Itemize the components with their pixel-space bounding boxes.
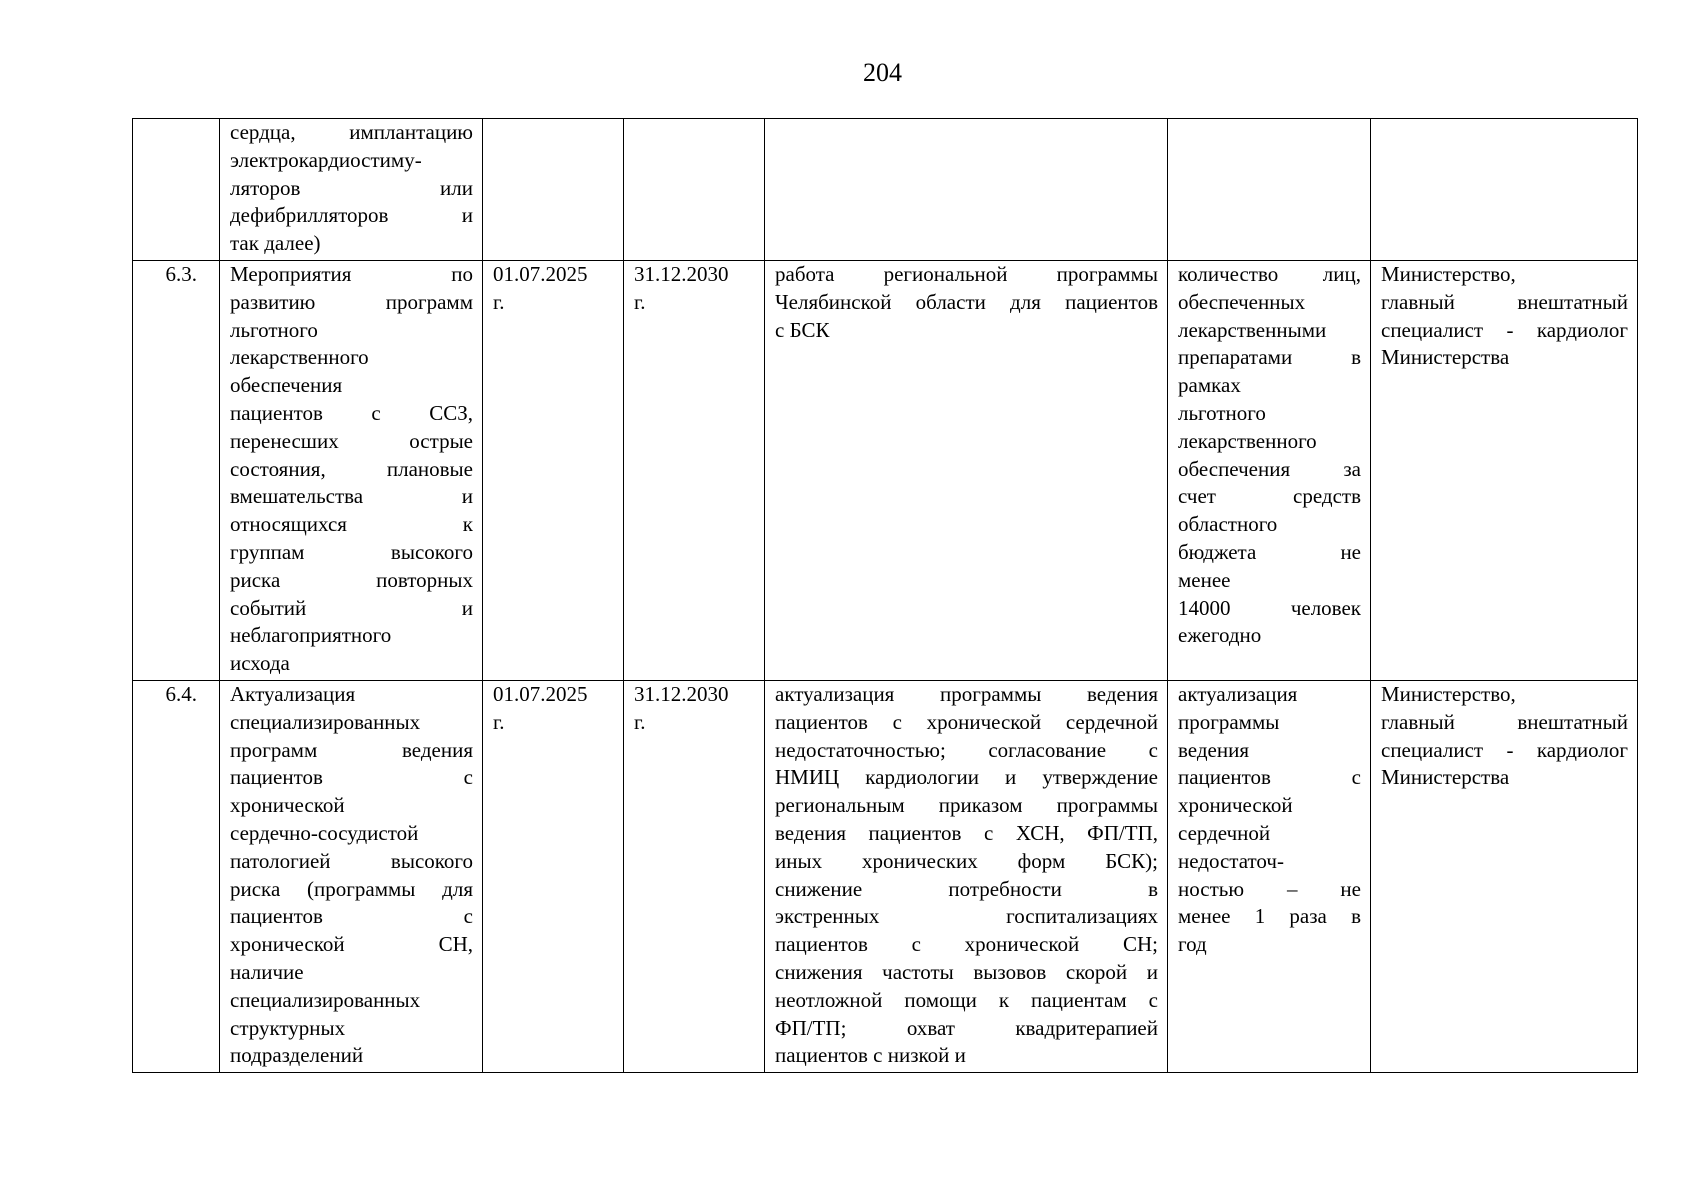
cell-line: событий и [230, 595, 473, 620]
cell-result [765, 261, 1168, 681]
cell-end-date [624, 119, 765, 261]
cell-line: ведения [1178, 737, 1249, 762]
cell-line: относящихся к [230, 512, 473, 537]
cell-number-text: 6.3. [165, 262, 197, 286]
cell-line: патологией высокого [230, 848, 473, 873]
cell-line: Мероприятия по [230, 262, 473, 286]
cell-end-date [624, 681, 765, 1073]
cell-line: специализированных [230, 987, 421, 1012]
page-number: 204 [863, 58, 902, 87]
cell-line: лекарственными [1178, 317, 1327, 342]
cell-line: актуализация [1178, 682, 1298, 706]
cell-line: перенесших острые [230, 428, 473, 453]
cell-line: структурных [230, 1015, 346, 1040]
cell-line: рамках [1178, 373, 1241, 398]
cell-indicator [1168, 261, 1371, 681]
cell-line: программ ведения [230, 737, 473, 762]
cell-line: льготного [1178, 400, 1266, 425]
cell-line: недостаточностью; согласование с [775, 737, 1158, 762]
table-row [133, 261, 1638, 681]
cell-line: главный внештатный [1381, 289, 1628, 314]
cell-line: Актуализация [230, 682, 356, 706]
cell-line: развитию программ [230, 289, 473, 314]
table-row [133, 119, 1638, 261]
cell-line: специалист - кардиолог [1381, 317, 1628, 342]
cell-line: неотложной помощи к пациентам с [775, 987, 1158, 1012]
cell-line: главный внештатный [1381, 709, 1628, 734]
cell-indicator [1168, 681, 1371, 1073]
cell-end-date [624, 261, 765, 681]
cell-line: хронической СН, [230, 932, 473, 957]
cell-indicator [1168, 119, 1371, 261]
cell-event [220, 119, 483, 261]
cell-line: Челябинской области для пациентов [775, 289, 1158, 314]
cell-line: Министерство, [1381, 262, 1516, 286]
cell-line: сердца, имплантацию [230, 120, 473, 144]
cell-start-date [483, 681, 624, 1073]
cell-result [765, 681, 1168, 1073]
table-row [133, 681, 1638, 1073]
cell-line: хронической [230, 793, 345, 818]
cell-line: льготного [230, 317, 318, 342]
cell-line: лекарственного [230, 345, 369, 370]
cell-line: специализированных [230, 709, 421, 734]
cell-number [133, 681, 220, 1073]
cell-line: менее 1 раза в [1178, 904, 1361, 929]
cell-event [220, 261, 483, 681]
cell-line: ведения пациентов с ХСН, ФП/ТП, [775, 820, 1158, 845]
cell-line: НМИЦ кардиологии и утверждение [775, 765, 1158, 790]
cell-line: вмешательства и [230, 484, 473, 509]
cell-line: ФП/ТП; охват квадритерапией [775, 1015, 1158, 1040]
cell-line: счет средств [1178, 484, 1361, 509]
cell-line: хронической [1178, 793, 1293, 818]
cell-responsible [1371, 681, 1638, 1073]
cell-line: снижение потребности в [775, 876, 1158, 901]
cell-line: обеспеченных [1178, 289, 1306, 314]
cell-line: исхода [230, 651, 290, 676]
measures-table [132, 118, 1638, 1073]
cell-line: Министерство, [1381, 682, 1516, 706]
cell-line: региональным приказом программы [775, 793, 1158, 818]
cell-line: пациентов с [1178, 765, 1361, 790]
cell-responsible [1371, 261, 1638, 681]
cell-event [220, 681, 483, 1073]
cell-start-date [483, 261, 624, 681]
cell-line: программы [1178, 709, 1280, 734]
cell-start-date [483, 119, 624, 261]
cell-line: пациентов с ССЗ, [230, 400, 473, 425]
cell-number-text: 6.4. [165, 682, 197, 706]
cell-line: электрокардиостиму- [230, 147, 422, 172]
cell-line: пациентов с [230, 904, 473, 929]
cell-line: обеспечения за [1178, 456, 1361, 481]
cell-line: ежегодно [1178, 623, 1262, 648]
cell-line: риска повторных [230, 567, 473, 592]
cell-line: обеспечения [230, 373, 343, 398]
cell-line: наличие [230, 959, 304, 984]
cell-line: экстренных госпитализациях [775, 904, 1158, 929]
cell-line: Министерства [1381, 345, 1510, 370]
cell-line: ляторов или [230, 175, 473, 200]
cell-line: год [1178, 932, 1207, 957]
cell-line: иных хронических форм БСК); [775, 848, 1158, 873]
cell-line: актуализация программы ведения [775, 682, 1158, 706]
cell-number [133, 119, 220, 261]
cell-line: пациентов с хронической СН; [775, 932, 1158, 957]
cell-line: специалист - кардиолог [1381, 737, 1628, 762]
cell-line: работа региональной программы [775, 262, 1158, 286]
cell-number [133, 261, 220, 681]
cell-line: количество лиц, [1178, 262, 1361, 286]
cell-end-date-text: 31.12.2030 г. [634, 262, 729, 314]
cell-line: с БСК [775, 317, 830, 342]
cell-line: дефибрилляторов и [230, 203, 473, 228]
cell-line: лекарственного [1178, 428, 1317, 453]
cell-line: Министерства [1381, 765, 1510, 790]
cell-line: ностью – не [1178, 876, 1361, 901]
cell-line: неблагоприятного [230, 623, 392, 648]
cell-line: снижения частоты вызовов скорой и [775, 959, 1158, 984]
cell-line: бюджета не [1178, 539, 1361, 564]
cell-line: пациентов с хронической сердечной [775, 709, 1158, 734]
cell-line: менее [1178, 567, 1231, 592]
cell-line: препаратами в [1178, 345, 1361, 370]
cell-line: недостаточ- [1178, 848, 1284, 873]
cell-line: областного [1178, 512, 1278, 537]
cell-line: 14000 человек [1178, 595, 1361, 620]
cell-line: риска (программы для [230, 876, 473, 901]
cell-responsible [1371, 119, 1638, 261]
cell-line: подразделений [230, 1043, 364, 1068]
cell-line: пациентов с [230, 765, 473, 790]
cell-line: так далее) [230, 231, 321, 256]
cell-start-date-text: 01.07.2025 г. [493, 682, 588, 734]
cell-line: сердечно-сосудистой [230, 820, 419, 845]
cell-start-date-text: 01.07.2025 г. [493, 262, 588, 314]
cell-end-date-text: 31.12.2030 г. [634, 682, 729, 734]
cell-line: группам высокого [230, 539, 473, 564]
cell-result [765, 119, 1168, 261]
cell-line: пациентов с низкой и [775, 1043, 966, 1068]
cell-line: сердечной [1178, 820, 1271, 845]
cell-line: состояния, плановые [230, 456, 473, 481]
